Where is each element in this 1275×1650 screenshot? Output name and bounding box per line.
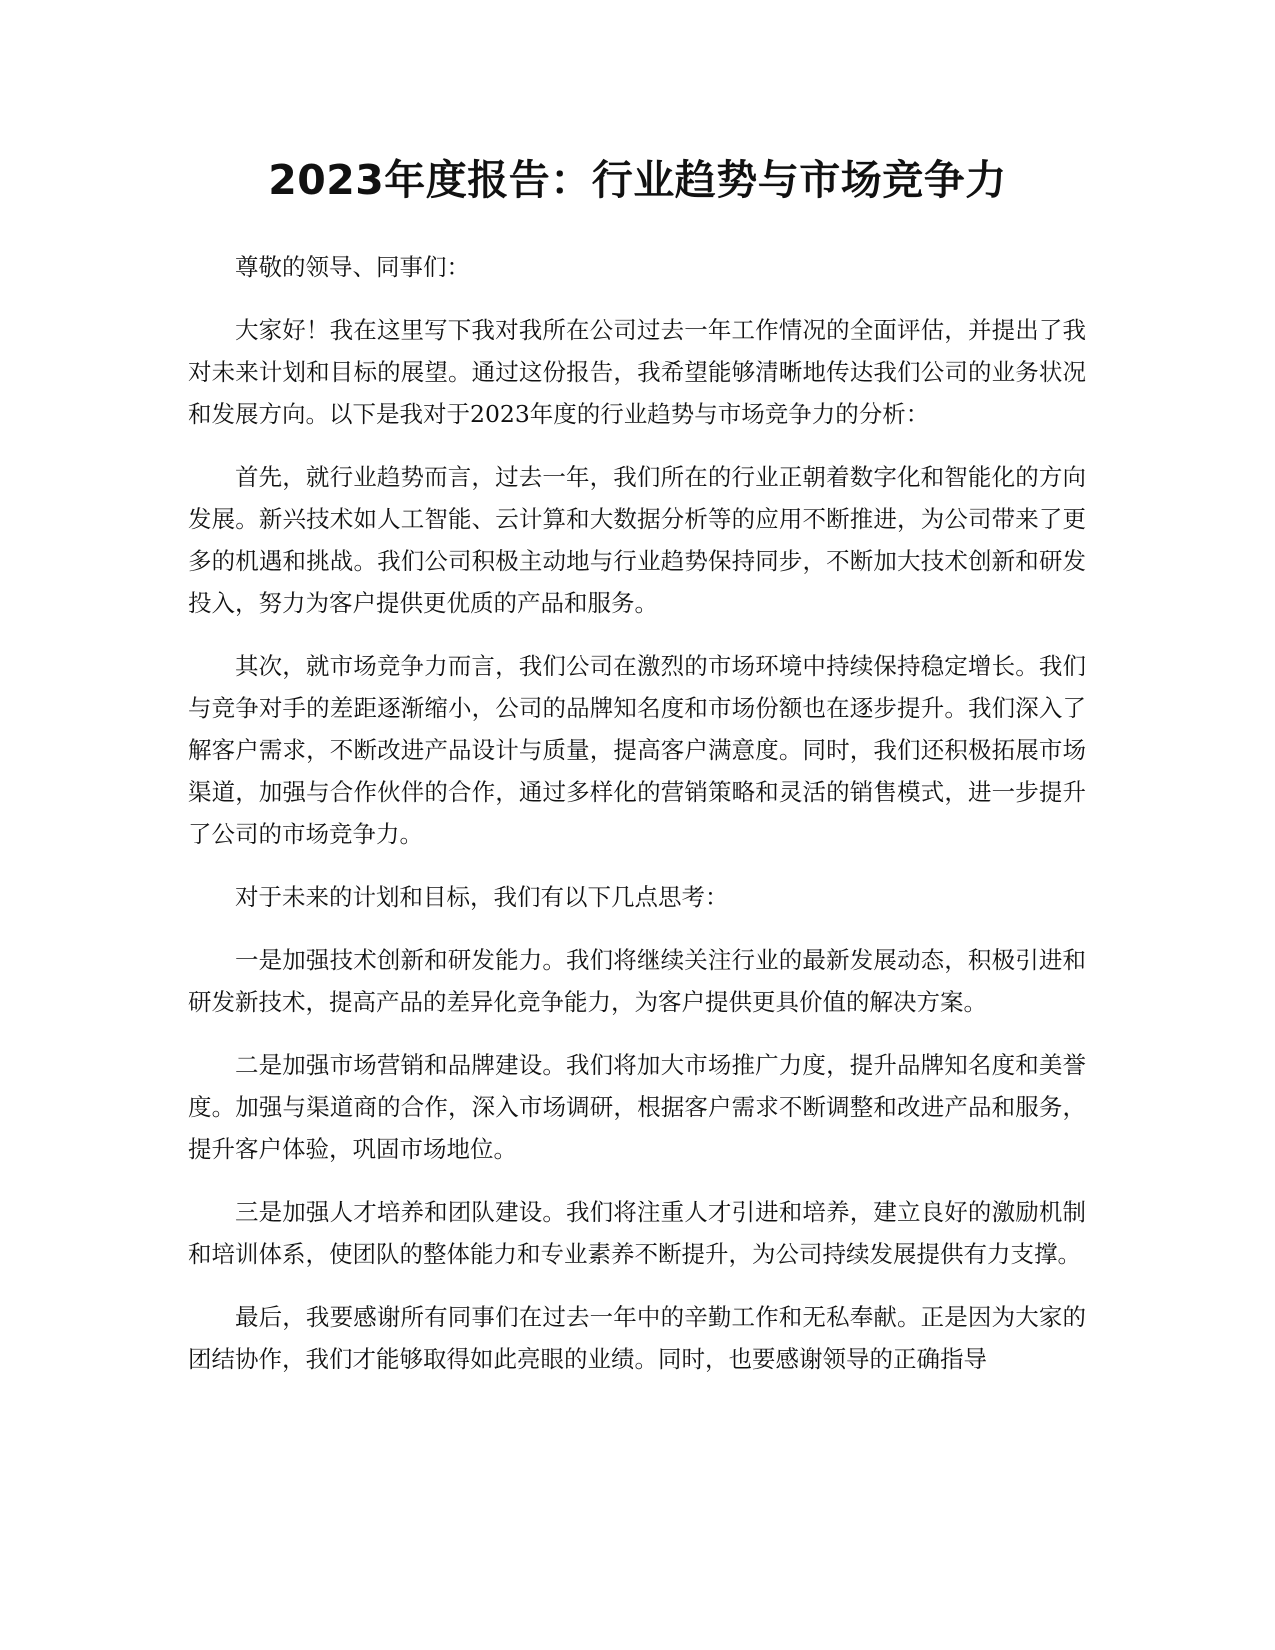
paragraph-plan-marketing: 二是加强市场营销和品牌建设。我们将加大市场推广力度，提升品牌知名度和美誉度。加强与渠道商的合作，深入市场调研，根据客户需求不断调整和改进产品和服务，提升客户体验，巩固市场地位。 — [188, 1051, 1086, 1163]
document-title: 2023年度报告：行业趋势与市场竞争力 — [268, 156, 1007, 204]
paragraph-plan-technology: 一是加强技术创新和研发能力。我们将继续关注行业的最新发展动态，积极引进和研发新技术，提高产品的差异化竞争能力，为客户提供更具价值的解决方案。 — [188, 946, 1086, 1016]
document-body — [188, 246, 1086, 1401]
paragraph-future-plans-intro: 对于未来的计划和目标，我们有以下几点思考： — [235, 883, 729, 911]
paragraph-introduction: 大家好！我在这里写下我对我所在公司过去一年工作情况的全面评估，并提出了我对未来计划和目标的展望。通过这份报告，我希望能够清晰地传达我们公司的业务状况和发展方向。以下是我对于2023年度的行业趋势与市场竞争力的分析： — [188, 316, 1086, 428]
paragraph-closing: 最后，我要感谢所有同事们在过去一年中的辛勤工作和无私奉献。正是因为大家的团结协作，我们才能够取得如此亮眼的业绩。同时，也要感谢领导的正确指导 — [188, 1303, 1086, 1373]
paragraph-industry-trends: 首先，就行业趋势而言，过去一年，我们所在的行业正朝着数字化和智能化的方向发展。新兴技术如人工智能、云计算和大数据分析等的应用不断推进，为公司带来了更多的机遇和挑战。我们公司积极主动地与行业趋势保持同步，不断加大技术创新和研发投入，努力为客户提供更优质的产品和服务。 — [188, 463, 1086, 617]
paragraph-plan-talent: 三是加强人才培养和团队建设。我们将注重人才引进和培养，建立良好的激励机制和培训体系，使团队的整体能力和专业素养不断提升，为公司持续发展提供有力支撑。 — [188, 1198, 1086, 1268]
paragraph-salutation: 尊敬的领导、同事们： — [235, 253, 470, 281]
paragraph-market-competitiveness: 其次，就市场竞争力而言，我们公司在激烈的市场环境中持续保持稳定增长。我们与竞争对手的差距逐渐缩小，公司的品牌知名度和市场份额也在逐步提升。我们深入了解客户需求，不断改进产品设计与质量，提高客户满意度。同时，我们还积极拓展市场渠道，加强与合作伙伴的合作，通过多样化的营销策略和灵活的销售模式，进一步提升了公司的市场竞争力。 — [188, 652, 1086, 848]
